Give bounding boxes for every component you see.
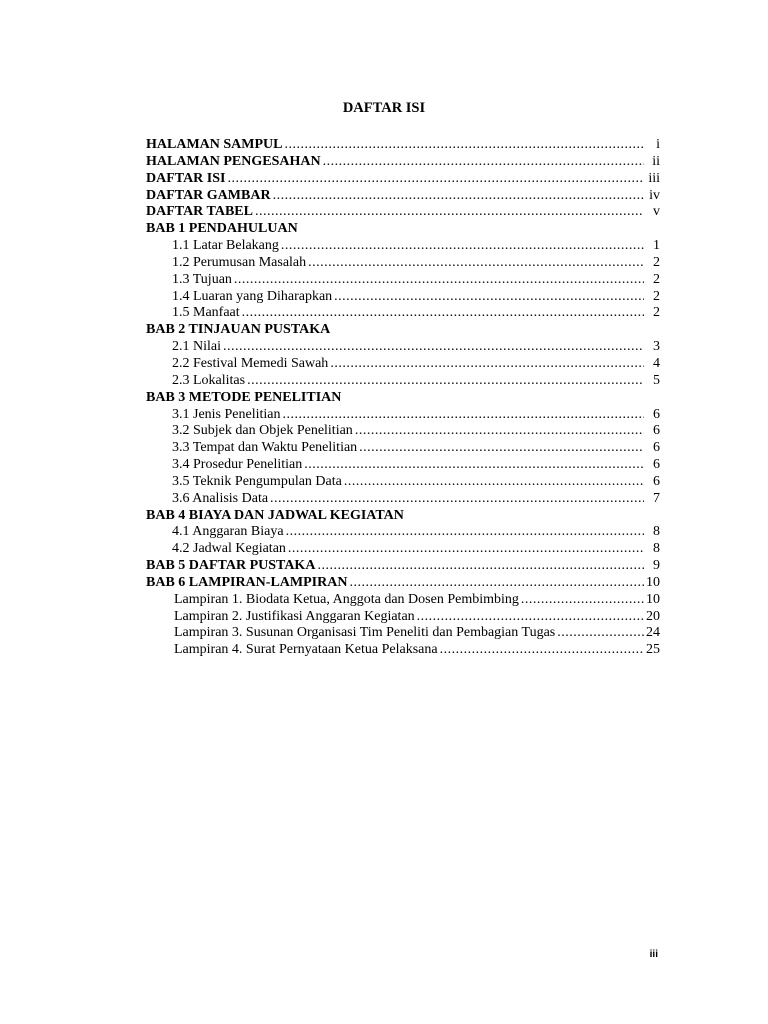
dot-leader [349, 575, 644, 592]
toc-entry [146, 642, 660, 659]
toc-entry-page: iii [648, 170, 660, 186]
dot-leader [417, 609, 644, 626]
toc-entry [146, 373, 660, 390]
toc-entry-page: 6 [653, 457, 660, 473]
toc-entry-label: BAB 6 LAMPIRAN-LAMPIRAN [146, 574, 348, 590]
toc-entry [146, 390, 660, 407]
toc-entry [146, 356, 660, 373]
toc-entry-label: 1.4 Luaran yang Diharapkan [172, 288, 333, 304]
toc-entry-label: 3.6 Analisis Data [172, 490, 269, 506]
toc-entry-label: DAFTAR GAMBAR [146, 187, 271, 203]
toc-entry-page: 6 [653, 423, 660, 439]
dot-leader [557, 625, 644, 642]
dot-leader [317, 558, 644, 575]
toc-entry [146, 238, 660, 255]
toc-entry-page: 8 [653, 541, 660, 557]
dot-leader [440, 642, 644, 659]
toc-entry-page: ii [652, 153, 660, 169]
toc-entry-label: 4.1 Anggaran Biaya [172, 524, 284, 540]
toc-entry-label: 2.2 Festival Memedi Sawah [172, 355, 329, 371]
toc-entry-label: BAB 1 PENDAHULUAN [146, 221, 298, 237]
dot-leader [223, 339, 644, 356]
toc-entry-page: iv [649, 187, 660, 203]
dot-leader [255, 204, 644, 221]
toc-entry-label: HALAMAN PENGESAHAN [146, 153, 321, 169]
toc-entry-page: 8 [653, 524, 660, 540]
toc-entry [146, 457, 660, 474]
dot-leader [334, 289, 644, 306]
toc-entry-page: 10 [646, 591, 660, 607]
toc-entry-label: 3.5 Teknik Pengumpulan Data [172, 473, 342, 489]
toc-entry [146, 407, 660, 424]
toc-entry-label: 4.2 Jadwal Kegiatan [172, 541, 286, 557]
dot-leader [286, 524, 644, 541]
toc-entry [146, 508, 660, 525]
dot-leader [304, 457, 644, 474]
toc-entry [146, 204, 660, 221]
toc-entry-label: 1.5 Manfaat [172, 305, 240, 321]
toc-entry-label: 3.1 Jenis Penelitian [172, 406, 281, 422]
toc-entry [146, 592, 660, 609]
toc-entry-label: 2.3 Lokalitas [172, 372, 246, 388]
toc-entry-label: 1.1 Latar Belakang [172, 238, 279, 254]
toc-entry-page: i [656, 137, 660, 152]
toc-entry-label: 3.3 Tempat dan Waktu Penelitian [172, 440, 358, 456]
toc-entry-page: 4 [653, 355, 660, 371]
dot-leader [227, 171, 644, 188]
toc-entry-page: 10 [646, 574, 660, 590]
dot-leader [285, 137, 645, 154]
page-title: DAFTAR ISI [342, 100, 426, 116]
toc-entry-label: 3.2 Subjek dan Objek Penelitian [172, 423, 353, 439]
toc-entry-label: Lampiran 3. Susunan Organisasi Tim Peneliti dan Pembagian Tugas [174, 625, 556, 641]
dot-leader [355, 423, 644, 440]
dot-leader [288, 541, 644, 558]
toc-entry-page: 2 [653, 254, 660, 270]
toc-entry [146, 339, 660, 356]
dot-leader [359, 440, 644, 457]
toc-entry [146, 188, 660, 205]
toc-entry [146, 322, 660, 339]
toc-entry-page: 2 [653, 288, 660, 304]
toc-entry-label: 2.1 Nilai [172, 339, 221, 355]
toc-entry [146, 558, 660, 575]
toc-entry-page: 9 [653, 558, 660, 574]
toc-entry-label: 1.3 Tujuan [172, 271, 232, 287]
toc-entry-label: Lampiran 2. Justifikasi Anggaran Kegiatan [174, 608, 415, 624]
toc-entry [146, 440, 660, 457]
toc-entry-label: HALAMAN SAMPUL [146, 137, 283, 152]
dot-leader [281, 238, 644, 255]
toc-entry-page: 3 [653, 339, 660, 355]
toc-entry-page: 7 [653, 490, 660, 506]
dot-leader [242, 305, 644, 322]
toc-entry [146, 423, 660, 440]
toc-entry [146, 171, 660, 188]
toc-entry-label: BAB 5 DAFTAR PUSTAKA [146, 558, 316, 574]
dot-leader [323, 154, 644, 171]
dot-leader [234, 272, 644, 289]
toc-entry [146, 575, 660, 592]
toc-entry [146, 474, 660, 491]
toc-entry [146, 221, 660, 238]
toc-entry-label: BAB 3 METODE PENELITIAN [146, 389, 342, 405]
dot-leader [308, 255, 644, 272]
dot-leader [283, 407, 645, 424]
toc-entry-label: DAFTAR TABEL [146, 204, 253, 220]
toc-entry [146, 289, 660, 306]
toc-entry [146, 609, 660, 626]
toc-entry-label: Lampiran 1. Biodata Ketua, Anggota dan Dosen Pembimbing [174, 591, 519, 607]
toc-entry-label: DAFTAR ISI [146, 170, 226, 186]
toc-entry [146, 541, 660, 558]
toc-entry [146, 137, 660, 154]
toc-entry-page: 6 [653, 406, 660, 422]
toc-entry-page: 6 [653, 473, 660, 489]
toc-entry-page: v [653, 204, 660, 220]
toc-entry-page: 20 [646, 608, 660, 624]
dot-leader [247, 373, 644, 390]
toc-entry-label: BAB 2 TINJAUAN PUSTAKA [146, 322, 331, 338]
toc-entry [146, 305, 660, 322]
dot-leader [330, 356, 644, 373]
dot-leader [270, 491, 644, 508]
toc-entry-page: 25 [646, 642, 660, 658]
toc-entry-label: 3.4 Prosedur Penelitian [172, 457, 303, 473]
toc-entry [146, 255, 660, 272]
toc-entry [146, 625, 660, 642]
toc-entry-page: 5 [653, 372, 660, 388]
toc-entry [146, 524, 660, 541]
toc-entry [146, 154, 660, 171]
toc-entry-label: 1.2 Perumusan Masalah [172, 254, 307, 270]
dot-leader [521, 592, 644, 609]
toc-entry-page: 2 [653, 271, 660, 287]
toc-entry-page: 6 [653, 440, 660, 456]
toc-entry-page: 2 [653, 305, 660, 321]
dot-leader [273, 188, 644, 205]
page-number-footer: iii [649, 949, 658, 960]
dot-leader [344, 474, 644, 491]
toc-entry-label: Lampiran 4. Surat Pernyataan Ketua Pelaksana [174, 642, 438, 658]
toc-entry [146, 491, 660, 508]
table-of-contents [146, 137, 660, 659]
toc-entry-page: 1 [653, 238, 660, 254]
toc-entry-label: BAB 4 BIAYA DAN JADWAL KEGIATAN [146, 507, 404, 523]
toc-entry-page: 24 [646, 625, 660, 641]
toc-entry [146, 272, 660, 289]
